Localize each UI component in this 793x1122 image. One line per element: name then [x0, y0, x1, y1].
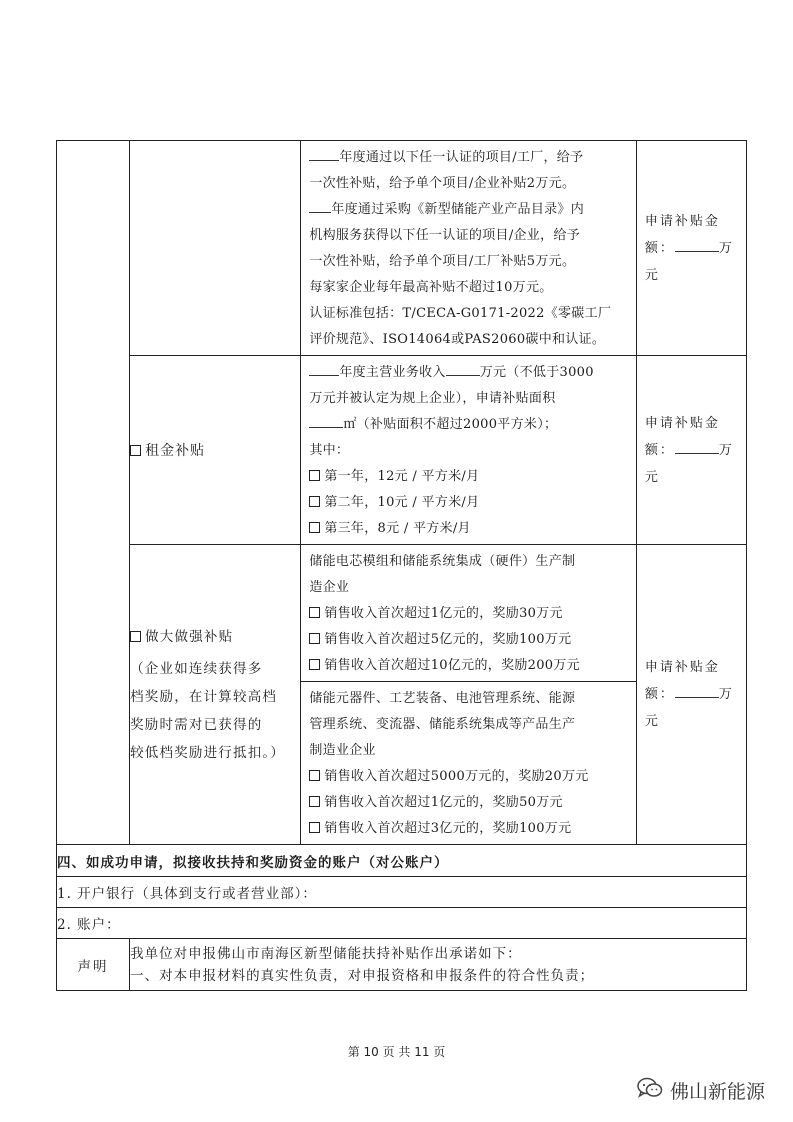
checkbox-option[interactable]	[309, 653, 629, 679]
line-text: 销售收入首次超过10亿元的，奖励200万元	[324, 658, 580, 673]
checkbox-option[interactable]	[309, 601, 629, 627]
line-text: 管理系统、变流器、储能系统集成等产品生产	[309, 717, 576, 732]
line-text: 机构服务获得以下任一认证的项目/企业，给予	[309, 228, 581, 243]
declaration-line: 一、对本申报材料的真实性负责，对申报资格和申报条件的符合性负责；	[130, 967, 595, 984]
line-text: 销售收入首次超过1亿元的，奖励30万元	[324, 606, 563, 621]
label-text: （企业如连续获得多	[130, 660, 263, 677]
grow-part1-cell	[301, 545, 636, 682]
amount-unit-suffix: 元	[644, 267, 660, 283]
fill-in-blank[interactable]	[446, 360, 480, 376]
grow-part2-lines	[301, 682, 635, 844]
line-text: 其中：	[309, 443, 350, 458]
table-row	[57, 908, 747, 939]
line-text: 一次性补贴，给予单个项目/工厂补贴5万元。	[309, 254, 576, 269]
text-line	[309, 197, 629, 223]
grow-part1-lines	[301, 545, 635, 681]
text-line	[309, 438, 629, 464]
rent-subsidy-label: 租金补贴	[145, 443, 206, 459]
text-line	[309, 145, 629, 171]
checkbox-option[interactable]	[309, 764, 629, 790]
fill-in-blank[interactable]	[309, 145, 339, 161]
checkbox-option[interactable]	[309, 816, 629, 842]
line-text: 第一年，12元 / 平方米/月	[324, 469, 480, 484]
grow-subsidy-label	[130, 623, 300, 767]
grow-note-line	[130, 711, 300, 739]
grow-note-line	[130, 655, 300, 683]
amount-block	[637, 410, 746, 491]
line-text: 造企业	[309, 580, 350, 595]
account-field[interactable]: 2. 账户：	[57, 908, 747, 939]
amount-input[interactable]	[675, 236, 719, 252]
text-line	[309, 301, 629, 327]
line-text: 第三年，8元 / 平方米/月	[324, 521, 471, 536]
amount-cell	[636, 356, 746, 545]
checkbox-option[interactable]	[309, 490, 629, 516]
amount-cell	[636, 141, 746, 356]
cert-description-cell	[301, 141, 636, 356]
table-row	[57, 545, 747, 682]
amount-label: 申请补贴金	[644, 660, 720, 675]
grow-part2-cell	[301, 682, 636, 845]
checkbox-option[interactable]	[309, 790, 629, 816]
line-text: 年度主营业务收入	[339, 365, 446, 380]
watermark	[636, 1075, 765, 1105]
label-text: 做大做强补贴	[145, 628, 234, 645]
rent-description-cell	[301, 356, 636, 545]
line-text: 万元并被认定为规上企业），申请补贴面积	[309, 391, 556, 406]
item-label-cell	[130, 141, 301, 356]
amount-label-suffix: 额：	[644, 442, 675, 458]
amount-cell	[636, 545, 746, 845]
amount-unit: 万	[718, 687, 734, 702]
watermark-text: 佛山新能源	[670, 1080, 766, 1103]
text-line	[309, 712, 629, 738]
checkbox[interactable]	[309, 633, 320, 644]
checkbox[interactable]	[130, 445, 141, 456]
checkbox[interactable]	[309, 522, 320, 533]
grow-title	[130, 623, 300, 651]
label-text: 较低档奖励进行抵扣。）	[130, 744, 286, 761]
checkbox[interactable]	[309, 822, 320, 833]
line-text: 第二年，10元 / 平方米/月	[324, 495, 480, 510]
account-section-header: 四、如成功申请，拟接收扶持和奖励资金的账户（对公账户）	[57, 845, 747, 877]
label-text: 奖励时需对已获得的	[130, 716, 263, 733]
amount-row	[645, 235, 740, 262]
amount-block	[637, 208, 746, 289]
amount-label: 申请补贴金	[644, 415, 720, 431]
line-text: 销售收入首次超过1亿元的，奖励50万元	[324, 795, 563, 810]
table-row	[57, 877, 747, 908]
rent-lines	[301, 356, 635, 544]
declaration-line: 我单位对申报佛山市南海区新型储能扶持补贴作出承诺如下：	[130, 945, 522, 962]
text-line	[309, 171, 629, 197]
amount-label-suffix: 额：	[644, 687, 675, 702]
text-line	[309, 327, 629, 353]
fill-in-blank[interactable]	[309, 412, 343, 428]
text-line	[309, 412, 629, 438]
text-line	[309, 686, 629, 712]
grow-note-line	[130, 683, 300, 711]
amount-block	[637, 654, 746, 735]
wechat-icon	[636, 1076, 664, 1105]
line-text: 认证标准包括：T/CECA-G0171-2022《零碳工厂	[309, 306, 612, 321]
text-line	[309, 249, 629, 275]
amount-unit: 万	[718, 442, 734, 458]
text-line	[309, 738, 629, 764]
checkbox-option[interactable]	[309, 464, 629, 490]
amount-label-suffix: 额：	[644, 240, 675, 256]
table-row	[57, 141, 747, 356]
amount-row	[645, 437, 740, 464]
cert-lines	[301, 141, 635, 355]
checkbox[interactable]	[309, 607, 320, 618]
amount-row	[645, 681, 740, 708]
line-text: 销售收入首次超过3亿元的，奖励100万元	[324, 821, 572, 836]
amount-input[interactable]	[675, 682, 719, 698]
label-text: 档奖励，在计算较高档	[130, 688, 278, 705]
table-row	[57, 845, 747, 877]
text-line	[309, 360, 629, 386]
line-text: 制造业企业	[309, 743, 376, 758]
amount-input[interactable]	[675, 438, 719, 454]
fill-in-blank[interactable]	[309, 197, 331, 213]
text-line	[309, 386, 629, 412]
checkbox[interactable]	[130, 631, 141, 642]
line-text: 一次性补贴，给予单个项目/企业补贴2万元。	[309, 176, 576, 191]
checkbox-option[interactable]	[309, 627, 629, 653]
text-line	[309, 223, 629, 249]
category-cell	[57, 141, 130, 845]
line-text: 年度通过采购《新型储能产业产品目录》内	[331, 202, 585, 217]
line-text: 储能电芯模组和储能系统集成（硬件）生产制	[309, 554, 576, 569]
checkbox[interactable]	[309, 796, 320, 807]
grow-subsidy-option[interactable]	[130, 545, 301, 845]
declaration-label: 声明	[57, 939, 130, 991]
application-form-table	[56, 140, 747, 991]
line-text: 万元（不低于3000	[479, 365, 594, 380]
fill-in-blank[interactable]	[309, 360, 339, 376]
checkbox[interactable]	[309, 496, 320, 507]
amount-label: 申请补贴金	[644, 213, 720, 229]
line-text: 销售收入首次超过5000万元的，奖励20万元	[324, 769, 589, 784]
amount-unit: 万	[718, 240, 734, 256]
line-text: 评价规范》、ISO14064或PAS2060碳中和认证。	[309, 332, 606, 347]
line-text: 年度通过以下任一认证的项目/工厂，给予	[339, 150, 584, 165]
checkbox-option[interactable]	[309, 516, 629, 542]
bank-field[interactable]: 1. 开户银行（具体到支行或者营业部）：	[57, 877, 747, 908]
line-text: 每家家企业每年最高补贴不超过10万元。	[309, 280, 553, 295]
checkbox[interactable]	[309, 659, 320, 670]
text-line	[309, 575, 629, 601]
amount-unit-suffix: 元	[644, 469, 660, 485]
amount-unit-suffix: 元	[644, 714, 660, 729]
text-line	[309, 275, 629, 301]
text-line	[309, 549, 629, 575]
rent-subsidy-option[interactable]	[130, 356, 301, 545]
line-text: 销售收入首次超过5亿元的，奖励100万元	[324, 632, 572, 647]
line-text: ㎡（补贴面积不超过2000平方米）；	[343, 417, 558, 432]
checkbox[interactable]	[309, 770, 320, 781]
checkbox[interactable]	[309, 470, 320, 481]
table-row	[57, 356, 747, 545]
grow-note-line	[130, 739, 300, 767]
declaration-body	[130, 939, 747, 991]
line-text: 储能元器件、工艺装备、电池管理系统、能源	[309, 691, 576, 706]
table-row	[57, 939, 747, 991]
page-number: 第 10 页 共 11 页	[347, 1045, 446, 1059]
